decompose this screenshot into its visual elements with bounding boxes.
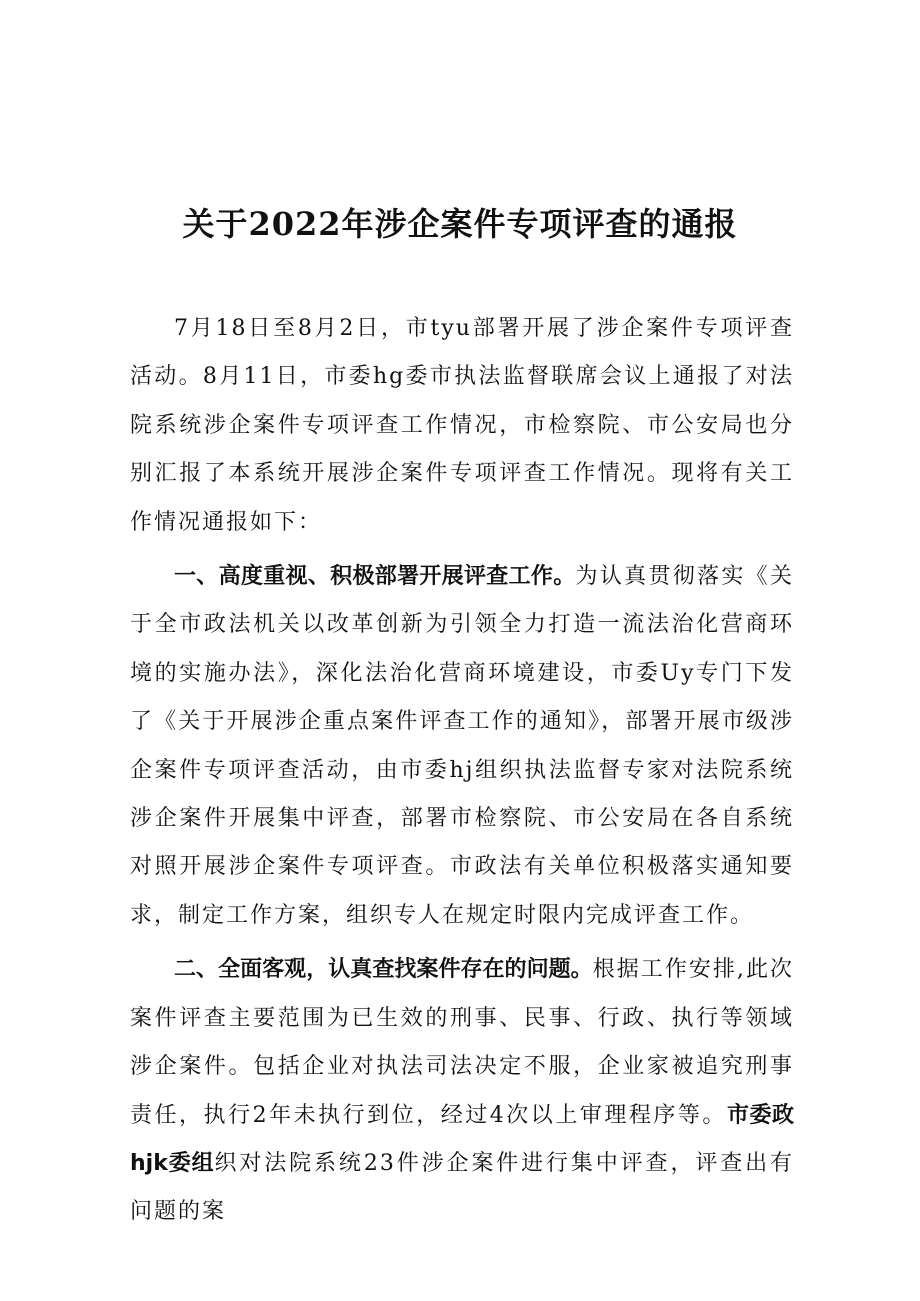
section-2-bold-tail: 市委政hjk委组 [130, 1102, 794, 1176]
intro-paragraph: 7月18日至8月2日，市tyu部署开展了涉企案件专项评查活动。8月11日，市委hg委市执法监督联席会议上通报了对法院系统涉企案件专项评查工作情况，市检察院、市公安局也分别汇报了本系统开展涉企案件专项评查工作情况。现将有关工作情况通报如下： [130, 316, 794, 535]
document-body [130, 305, 794, 1237]
document-title: 关于2022年涉企案件专项评查的通报 [182, 205, 738, 243]
section-2-body: 根据工作安排,此次案件评查主要范围为已生效的刑事、民事、行政、执行等领域涉企案件。包括企业对执法司法决定不服，企业家被追究刑事责任，执行2年未执行到位，经过4次以上审理程序等。 [130, 957, 794, 1128]
section-1-heading: 一、高度重视、积极部署开展评查工作。 [174, 564, 576, 590]
section-2-tail: 织对法院系统23件涉企案件进行集中评查，评查出有问题的案 [130, 1150, 794, 1225]
section-1-paragraph [130, 553, 794, 940]
section-2-heading: 二、全面客观，认真查找案件存在的问题。 [174, 957, 593, 983]
section-2-paragraph [130, 946, 794, 1236]
section-1-body: 为认真贯彻落实《关于全市政法机关以改革创新为引领全力打造一流法治化营商环境的实施办法》，深化法治化营商环境建设，市委Uy专门下发了《关于开展涉企重点案件评查工作的通知》，部署开展市级涉企案件专项评查活动，由市委hj组织执法监督专家对法院系统涉企案件开展集中评查，部署市检察院、市公安局在各自系统对照开展涉企案件专项评查。市政法有关单位积极落实通知要求，制定工作方案，组织专人在规定时限内完成评查工作。 [130, 564, 794, 928]
